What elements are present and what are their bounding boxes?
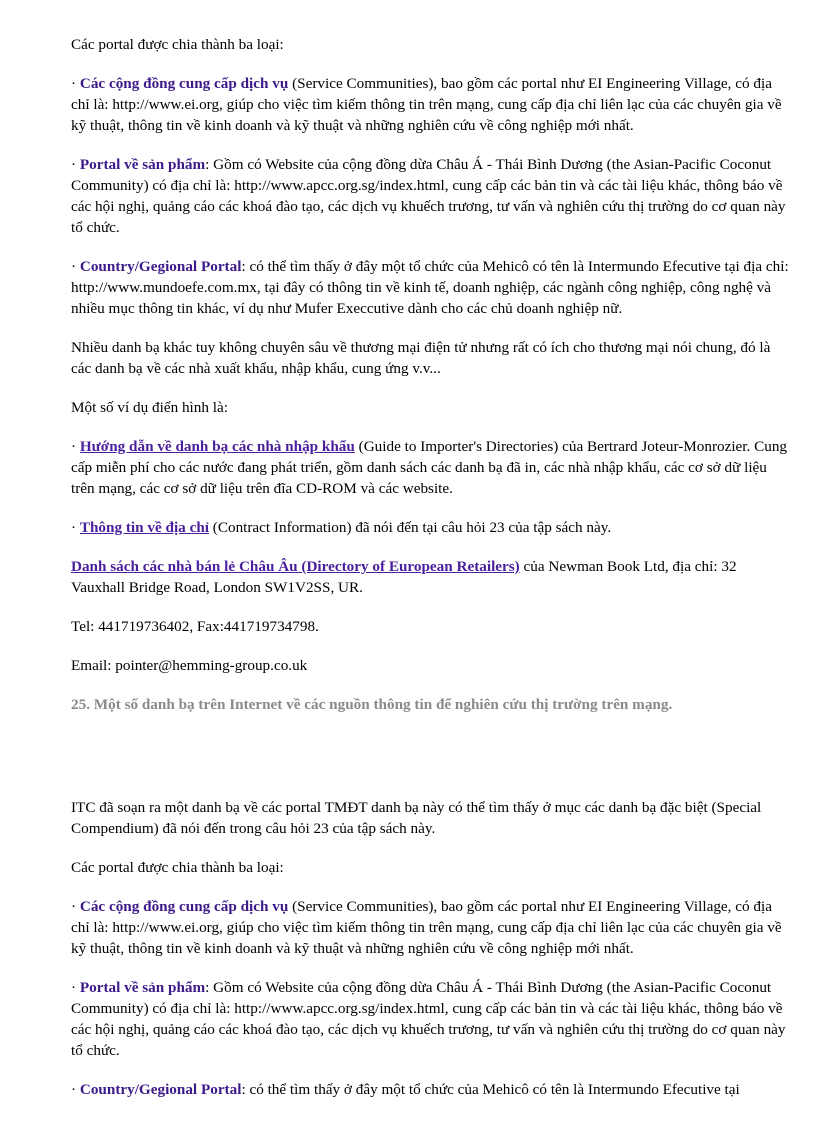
- bullet: ·: [71, 75, 80, 92]
- portal-intro: Các portal được chia thành ba loại:: [71, 36, 284, 53]
- portal-item-service-communities: [71, 73, 789, 136]
- item-text: của Newman Book Ltd, địa chỉ: 32 Vauxhall Bridge Road, London SW1V2SS, UR.: [71, 558, 737, 596]
- portal-item-service-communities: [71, 896, 789, 959]
- portal-item-product: [71, 154, 789, 238]
- portal-item-product: [71, 977, 789, 1061]
- item-text: (Service Communities), bao gồm các portal như EI Engineering Village, có địa chỉ là: http://www.ei.org, giúp cho việc tìm kiếm thông tin trên mạng, cung cấp địa chỉ liên lạc của các chuyên gia về kỹ thuật, thông tin về kinh doanh và kỹ thuật và những nghiên cứu về công nghiệp mới nhất.: [71, 898, 782, 957]
- bullet: ·: [71, 438, 80, 455]
- other-directories-paragraph: Nhiều danh bạ khác tuy không chuyên sâu về thương mại điện tử nhưng rất có ích cho thương mại nói chung, đó là các danh bạ về các nhà xuất khẩu, nhập khẩu, cung ứng v.v...: [71, 339, 771, 377]
- item-text: : Gồm có Website của cộng đồng dừa Châu Á - Thái Bình Dương (the Asian-Pacific Coconut Community) có địa chỉ là: http://www.apcc.org.sg/index.html, cung cấp các bản tin và các tài liệu khác, thông báo về các hội nghị, quảng cáo các khoá đào tạo, các dịch vụ khuếch trương, tư vấn và nghiên cứu thị trường do cơ quan này tổ chức.: [71, 156, 786, 236]
- portal-item-country: [71, 256, 789, 319]
- item-title: Country/Gegional Portal: [79, 258, 242, 275]
- bullet: ·: [71, 1081, 80, 1098]
- item-text: (Service Communities), bao gồm các portal như EI Engineering Village, có địa chỉ là: http://www.ei.org, giúp cho việc tìm kiếm thông tin trên mạng, cung cấp địa chỉ liên lạc của các chuyên gia về kỹ thuật, thông tin về kinh doanh và kỹ thuật và những nghiên cứu về công nghiệp mới nhất.: [71, 75, 782, 134]
- bullet: ·: [71, 258, 80, 275]
- portal-item-country: [71, 1079, 789, 1100]
- item-title: Country/Gegional Portal: [79, 1081, 242, 1098]
- item-text: : có thể tìm thấy ở đây một tổ chức của Mehicô có tên là Intermundo Efecutive tại: [241, 1081, 740, 1098]
- item-text: (Guide to Importer's Directories) của Bertrard Joteur-Monrozier. Cung cấp miễn phí cho các nước đang phát triển, gồm danh sách các danh bạ đã in, các nhà nhập khẩu, các cơ sở dữ liệu trên mạng, các cơ sở dữ liệu trên đĩa CD-ROM và các website.: [71, 438, 788, 497]
- example-contact-info: [71, 517, 789, 538]
- item-title: Các cộng đồng cung cấp dịch vụ: [79, 898, 289, 915]
- itc-paragraph: ITC đã soạn ra một danh bạ về các portal TMĐT danh bạ này có thể tìm thấy ở mục các danh bạ đặc biệt (Special Compendium) đã nói đến trong câu hỏi 23 của tập sách này.: [71, 799, 762, 837]
- item-title: Portal về sản phẩm: [79, 156, 206, 173]
- item-text: : có thể tìm thấy ở đây một tổ chức của Mehicô có tên là Intermundo Efecutive tại địa chỉ: http://www.mundoefe.com.mx, tại đây có thông tin về kinh tế, doanh nghiệp, các ngành công nghiệp, công nghệ và nhiều mục thông tin khác, ví dụ như Mufer Execcutive dành cho các chủ doanh nghiệp nữ.: [71, 258, 789, 317]
- example-importers-guide: [71, 436, 789, 499]
- examples-intro: Một số ví dụ điển hình là:: [71, 399, 228, 416]
- bullet: ·: [71, 979, 80, 996]
- importers-guide-link[interactable]: Hướng dẫn về danh bạ các nhà nhập khẩu: [79, 438, 355, 455]
- item-title: Portal về sản phẩm: [79, 979, 206, 996]
- european-retailers-link[interactable]: Danh sách các nhà bán lẻ Châu Âu (Directory of European Retailers): [71, 558, 520, 575]
- bullet: ·: [71, 519, 80, 536]
- bullet: ·: [71, 898, 80, 915]
- item-text: : Gồm có Website của cộng đồng dừa Châu Á - Thái Bình Dương (the Asian-Pacific Coconut Community) có địa chỉ là: http://www.apcc.org.sg/index.html, cung cấp các bản tin và các tài liệu khác, thông báo về các hội nghị, quảng cáo các khoá đào tạo, các dịch vụ khuếch trương, tư vấn và nghiên cứu thị trường do cơ quan này tổ chức.: [71, 979, 786, 1059]
- section-heading-25: 25. Một số danh bạ trên Internet về các nguồn thông tin để nghiên cứu thị trường trên mạng.: [71, 696, 673, 713]
- portal-intro: Các portal được chia thành ba loại:: [71, 859, 284, 876]
- item-title: Các cộng đồng cung cấp dịch vụ: [79, 75, 289, 92]
- document-page: [71, 34, 789, 1100]
- item-text: (Contract Information) đã nói đến tại câu hỏi 23 của tập sách này.: [208, 519, 612, 536]
- telephone-fax: Tel: 441719736402, Fax:441719734798.: [71, 618, 319, 635]
- bullet: ·: [71, 156, 80, 173]
- contact-info-link[interactable]: Thông tin về địa chỉ: [79, 519, 209, 536]
- example-european-retailers: [71, 556, 789, 598]
- email-line: Email: pointer@hemming-group.co.uk: [71, 657, 308, 674]
